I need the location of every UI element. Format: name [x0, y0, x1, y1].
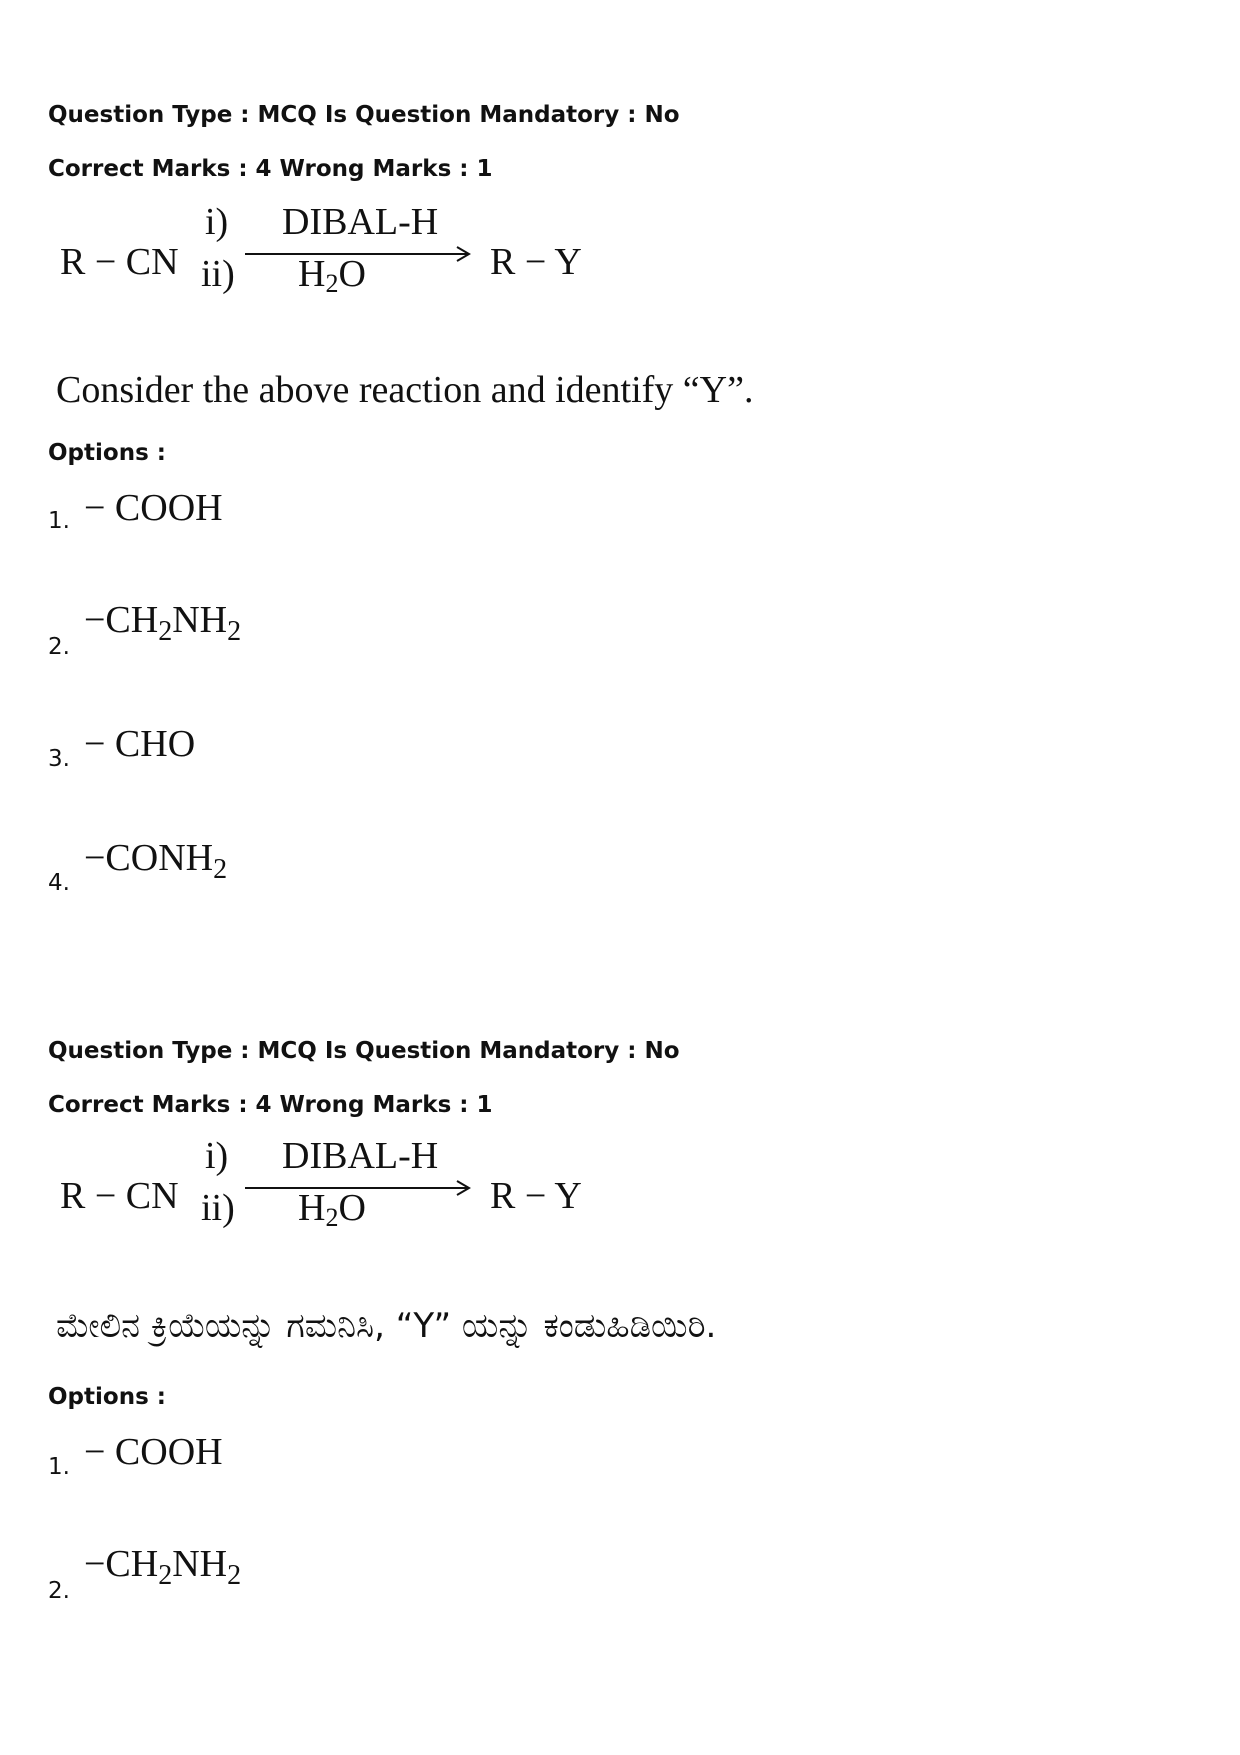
reaction-equation — [60, 1135, 660, 1250]
marks-line: Correct Marks : 4 Wrong Marks : 1 — [48, 1092, 493, 1118]
option-3[interactable] — [48, 722, 548, 782]
question-text-kannada: ಮೇಲಿನ ಕ್ರಿಯೆಯನ್ನು ಗಮನಿಸಿ, “Y” ಯನ್ನು ಕಂಡುಹಿಡಿಯಿರಿ. — [56, 1306, 717, 1346]
question-type-line: Question Type : MCQ Is Question Mandatory : No — [48, 1038, 680, 1064]
options-label: Options : — [48, 1384, 166, 1410]
option-1[interactable] — [48, 1430, 548, 1490]
option-formula: $-CONH_2$ — [84, 837, 228, 885]
option-formula: − CHO — [84, 723, 196, 765]
option-number: 2. — [48, 1578, 70, 1604]
step1-label: i) — [205, 1135, 229, 1177]
step1-reagent: DIBAL-H — [282, 201, 439, 243]
option-2[interactable] — [48, 1542, 548, 1602]
question-type-line: Question Type : MCQ Is Question Mandatory : No — [48, 102, 680, 128]
option-4[interactable] — [48, 836, 548, 896]
option-number: 4. — [48, 870, 70, 896]
reactant: R − CN — [60, 241, 179, 283]
reaction-equation — [60, 201, 660, 316]
option-formula: − COOH — [84, 487, 223, 529]
reactant: R − CN — [60, 1175, 179, 1217]
options-label: Options : — [48, 440, 166, 466]
option-formula: $-CH_2NH_2$ — [84, 599, 242, 647]
option-1[interactable] — [48, 486, 548, 546]
option-number: 2. — [48, 634, 70, 660]
option-number: 1. — [48, 1454, 70, 1480]
step2-reagent: $H_2O$ — [298, 1187, 366, 1232]
step2-label: ii) — [201, 253, 235, 295]
step1-reagent: DIBAL-H — [282, 1135, 439, 1177]
marks-line: Correct Marks : 4 Wrong Marks : 1 — [48, 156, 493, 182]
option-2[interactable] — [48, 598, 548, 658]
step2-reagent: $H_2O$ — [298, 253, 366, 298]
option-number: 3. — [48, 746, 70, 772]
product: R − Y — [490, 1175, 582, 1217]
question-text: Consider the above reaction and identify “Y”. — [56, 369, 754, 411]
product: R − Y — [490, 241, 582, 283]
option-formula: $-CH_2NH_2$ — [84, 1543, 242, 1591]
step2-label: ii) — [201, 1187, 235, 1229]
option-number: 1. — [48, 508, 70, 534]
option-formula: − COOH — [84, 1431, 223, 1473]
step1-label: i) — [205, 201, 229, 243]
